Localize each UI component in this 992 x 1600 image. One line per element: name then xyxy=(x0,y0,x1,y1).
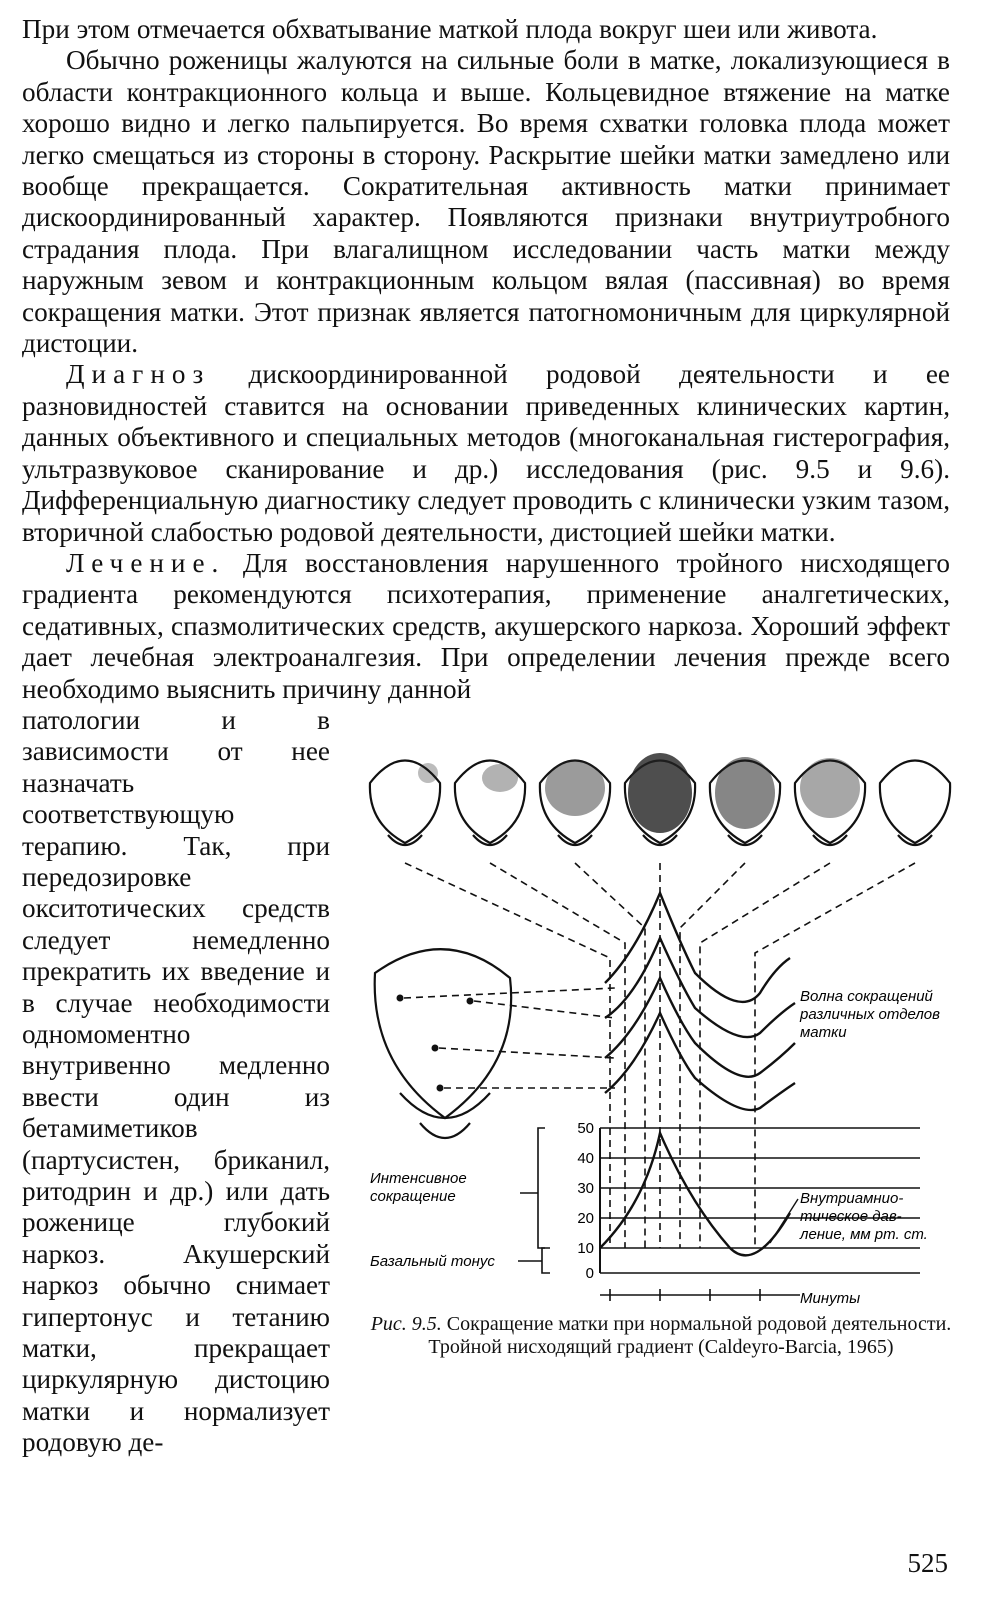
page-number: 525 xyxy=(907,1548,948,1578)
svg-text:матки: матки xyxy=(800,1023,847,1041)
uterus-shape-7 xyxy=(880,760,950,845)
paragraph-4-text: Для восстановления нарушенного тройного нисходящего градиента рекомендуются психотерапия, применение аналгетических, седативных, спазмолитических средств, акушерского наркоза. Хороший эффект дает лечебная электроаналгезия. При определении лечения прежде всего необходимо выяснить причину данной xyxy=(22,547,950,704)
treatment-lead: Лечение. xyxy=(66,547,226,578)
stipple-3 xyxy=(545,760,605,816)
paragraph-3 xyxy=(22,359,950,547)
svg-text:тическое дав-: тическое дав- xyxy=(800,1207,902,1225)
stipple-6 xyxy=(800,758,860,818)
page xyxy=(22,14,950,1459)
svg-text:10: 10 xyxy=(577,1239,594,1257)
stipple-5 xyxy=(715,757,775,829)
paragraph-2: Обычно роженицы жалуются на сильные боли в матке, локализующиеся в области контракционного кольца и выше. Кольцевидное втяжение на матке хорошо видно и легко пальпируется. Во время схватки головка плода может легко смещаться из стороны в сторону. Раскрытие шейки матки замедлено или вообще прекращается. Сократительная активность матки принимает дискоординированный характер. Появляются признаки внутриутробного страдания плода. При влагалищном исследовании часть матки между наружным зевом и контракционным кольцом вялая (пассивная) во время сокращения матки. Этот признак является патогномоничным для циркулярной дистоции. xyxy=(22,45,950,359)
uterus-large xyxy=(375,949,511,1118)
svg-text:Волна сокращений: Волна сокращений xyxy=(800,987,933,1005)
caption-text: Сокращение матки при нормальной родовой деятельности. Тройной нисходящий градиент (Caldeyro-Barcia, 1965) xyxy=(428,1312,952,1358)
minutes-label: Минуты xyxy=(800,1289,861,1307)
contraction-waves xyxy=(605,893,795,1110)
svg-text:50: 50 xyxy=(577,1119,594,1137)
svg-text:30: 30 xyxy=(577,1179,594,1197)
paragraph-4-continued: патологии и в зависимости от нее назначать соответствующую терапию. Так, при передозировке окситотических средств следует немедленно прекратить их введение и в случае необходимости одномоментно внутривенно медленно ввести один из бетамиметиков (партусистен, бриканил, ритодрин и др.) или дать роженице глубокий наркоз. Акушерский наркоз обычно снимает гипертонус и тетанию матки, прекращает циркулярную дистоцию матки и нормализует родовую де- xyxy=(22,704,330,1458)
svg-text:сокращение: сокращение xyxy=(370,1187,456,1205)
svg-text:20: 20 xyxy=(577,1209,594,1227)
svg-text:0: 0 xyxy=(585,1264,594,1282)
intensive-label xyxy=(370,1170,467,1205)
wrapped-section xyxy=(22,705,950,1459)
stipple-4 xyxy=(628,753,692,833)
stipple-2 xyxy=(482,764,518,792)
caption-lead: Рис. 9.5. xyxy=(370,1312,442,1335)
pressure-label xyxy=(799,1190,928,1243)
figure-caption xyxy=(352,1313,970,1359)
svg-text:Внутриамнио-: Внутриамнио- xyxy=(800,1189,904,1207)
paragraph-3-text: дискоординированной родовой деятельности и ее разновидностей ставится на основании приведенных клинических картин, данных объективного и специальных методов (многоканальная гистерография, ультразвуковое сканирование и др.) исследования (рис. 9.5 и 9.6). Дифференциальную диагностику следует проводить с клинически узким тазом, вторичной слабостью родовой деятельности, дистоцией шейки матки. xyxy=(22,359,950,547)
basal-tone-label: Базальный тонус xyxy=(370,1252,495,1270)
paragraph-1: При этом отмечается обхватывание маткой плода вокруг шеи или живота. xyxy=(22,14,878,44)
stipple-1 xyxy=(418,763,438,783)
svg-text:ление, мм рт. ст.: ление, мм рт. ст. xyxy=(800,1225,928,1243)
y-tick-labels xyxy=(577,1120,594,1282)
svg-text:40: 40 xyxy=(577,1149,594,1167)
wave-label xyxy=(799,988,940,1041)
svg-text:различных отделов: различных отделов xyxy=(800,1005,940,1023)
svg-text:Интенсивное: Интенсивное xyxy=(370,1169,467,1187)
pressure-curve xyxy=(600,1133,790,1255)
diagnosis-lead: Диагноз xyxy=(66,359,211,390)
uterine-contraction-figure xyxy=(360,743,960,1313)
paragraph-4 xyxy=(22,548,950,705)
